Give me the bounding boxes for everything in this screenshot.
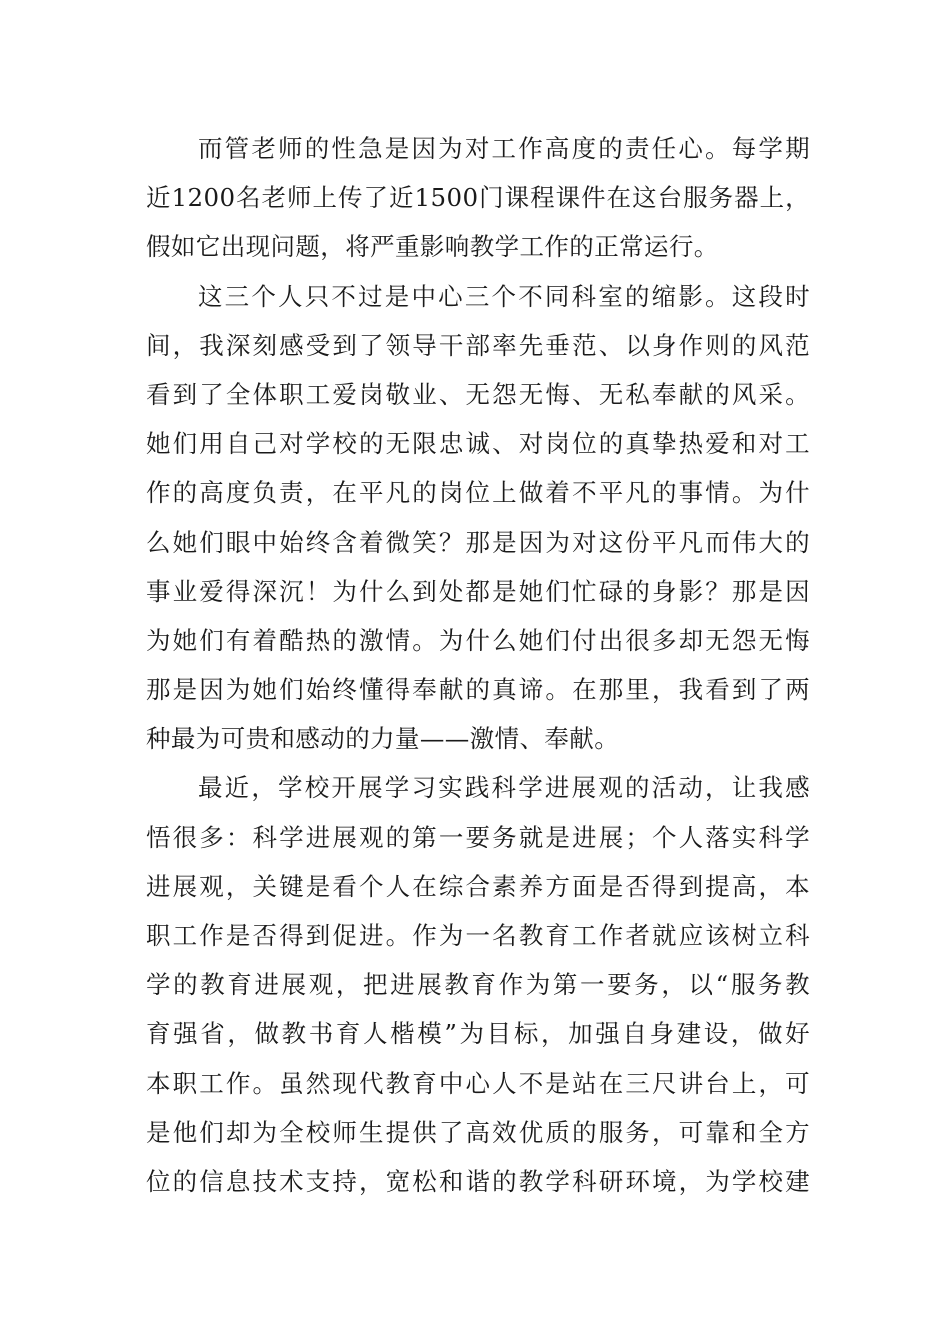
paragraph-2 — [146, 272, 810, 764]
text-line: 最近，学校开展学习实践科学进展观的活动，让我感 — [198, 773, 810, 803]
paragraph-3 — [146, 763, 810, 1206]
text-line: 么她们眼中始终含着微笑？那是因为对这份平凡而伟大的 — [146, 527, 810, 557]
text-line: 假如它出现问题，将严重影响教学工作的正常运行。 — [146, 232, 719, 262]
paragraph-1 — [146, 124, 810, 272]
text-line: 育强省，做教书育人楷模”为目标，加强自身建设，做好 — [146, 1019, 810, 1049]
text-line: 这三个人只不过是中心三个不同科室的缩影。这段时 — [198, 281, 810, 311]
text-line: 职工作是否得到促进。作为一名教育工作者就应该树立科 — [146, 921, 810, 950]
text-line: 看到了全体职工爱岗敬业、无怨无悔、无私奉献的风采。 — [146, 379, 810, 409]
text-line: 本职工作。虽然现代教育中心人不是站在三尺讲台上，可 — [146, 1068, 810, 1098]
text-line: 近1200名老师上传了近1500门课程课件在这台服务器上， — [146, 183, 810, 213]
text-line: 为她们有着酷热的激情。为什么她们付出很多却无怨无悔 — [146, 625, 810, 655]
text-line: 那是因为她们始终懂得奉献的真谛。在那里，我看到了两 — [146, 675, 810, 705]
text-line: 悟很多：科学进展观的第一要务就是进展；个人落实科学 — [146, 822, 810, 852]
text-line: 是他们却为全校师生提供了高效优质的服务，可靠和全方 — [146, 1117, 810, 1147]
text-line: 种最为可贵和感动的力量——激情、奉献。 — [146, 724, 620, 754]
text-line: 而管老师的性急是因为对工作高度的责任心。每学期 — [198, 134, 810, 163]
text-line: 间，我深刻感受到了领导干部率先垂范、以身作则的风范 — [146, 330, 810, 360]
text-line: 学的教育进展观，把进展教育作为第一要务，以“服务教 — [146, 970, 810, 1000]
text-line: 作的高度负责，在平凡的岗位上做着不平凡的事情。为什 — [146, 478, 810, 508]
text-line: 进展观，关键是看个人在综合素养方面是否得到提高，本 — [146, 871, 810, 901]
document-body — [146, 124, 810, 1206]
text-line: 她们用自己对学校的无限忠诚、对岗位的真挚热爱和对工 — [146, 429, 810, 459]
text-line: 位的信息技术支持，宽松和谐的教学科研环境，为学校建 — [146, 1166, 810, 1196]
text-line: 事业爱得深沉！为什么到处都是她们忙碌的身影？那是因 — [146, 576, 810, 606]
